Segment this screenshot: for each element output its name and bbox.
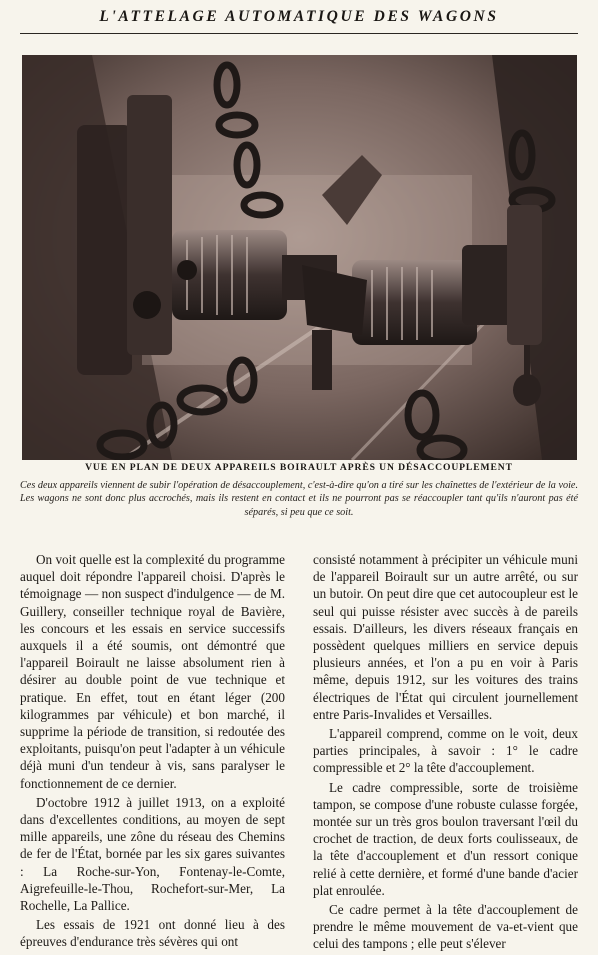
body-paragraph: L'appareil comprend, comme on le voit, deux parties principales, à savoir : 1° le cadre compressible et 2° la tête d'accouplement. xyxy=(313,726,578,776)
body-paragraph: Les essais de 1921 ont donné lieu à des épreuves d'endurance très sévères qui ont xyxy=(20,917,285,950)
left-column xyxy=(20,551,285,953)
body-paragraph: D'octobre 1912 à juillet 1913, on a exploité dans d'excellentes conditions, au moyen de sept mille appareils, une zône du réseau des Chemins de fer de l'État, bornée par les six gares suivantes : La Roche-sur-Yon, Fontenay-le-Comte, Aigrefeuille-le-Thou, Rochefort-sur-Mer, La Rochelle, La Pallice. xyxy=(20,794,285,914)
figure-caption-text: Ces deux appareils viennent de subir l'opération de désaccouplement, c'est-à-dire qu'on a tiré sur les chaînettes de l'extérieur de la voie. Les wagons ne sont donc plus accrochés, mais ils restent en contact et ils ne pourront pas se réaccoupler tant qu'ils n'auront pas été séparés, si peu que ce soit. xyxy=(20,480,578,518)
running-title: L'ATTELAGE AUTOMATIQUE DES WAGONS xyxy=(99,8,499,25)
body-paragraph: Le cadre compressible, sorte de troisième tampon, se compose d'une robuste culasse forgée, montée sur un très gros boulon traversant l'œil du crochet de traction, de deux forts coulisseaux, de la tête d'accouplement et d'un ressort conique relié à cette dernière, et formé d'une bande d'acier plat enroulée. xyxy=(313,779,578,898)
body-paragraph: On voit quelle est la complexité du programme auquel doit répondre l'appareil choisi. D'après le témoignage — non suspect d'indulgence — de M. Guillery, conseiller technique royal de Bavière, les concours et les essais en service successifs auxquels il a été soumis, ont démontré que l'appareil Boirault ne laisse absolument rien à désirer au double point de vue technique et pratique. En effet, tout en étant léger (200 kilogrammes par véhicule) et bon marché, il supprime la période de transition, si redoutée des exploitants, puisqu'on peut l'adapter à un véhicule déjà muni d'un tendeur à vis, sans paralyser le fonctionnement de ce dernier. xyxy=(20,552,285,791)
figure-caption-title: VUE EN PLAN DE DEUX APPAREILS BOIRAULT APRÈS UN DÉSACCOUPLEMENT xyxy=(85,462,513,473)
right-column xyxy=(313,551,578,955)
header-rule xyxy=(20,33,578,34)
coupler-photograph xyxy=(22,55,577,460)
photo-illustration xyxy=(22,55,577,460)
body-paragraph: Ce cadre permet à la tête d'accouplement de prendre le même mouvement de va-et-vient que celui des tampons ; elle peut s'élever xyxy=(313,902,578,952)
body-paragraph: consisté notamment à précipiter un véhicule muni de l'appareil Boirault sur un autre arrêté, ou sur un butoir. On peut dire que cet autocoupleur est le seul qui puisse résister avec succès à de pareils essais. D'ailleurs, les divers réseaux français en possèdent quelques milliers en service depuis plusieurs années, et l'on a pu en voir à Paris même, depuis 1912, sur les voitures des trains électriques de l'État qui circulent journellement entre Paris-Invalides et Versailles. xyxy=(313,552,578,722)
